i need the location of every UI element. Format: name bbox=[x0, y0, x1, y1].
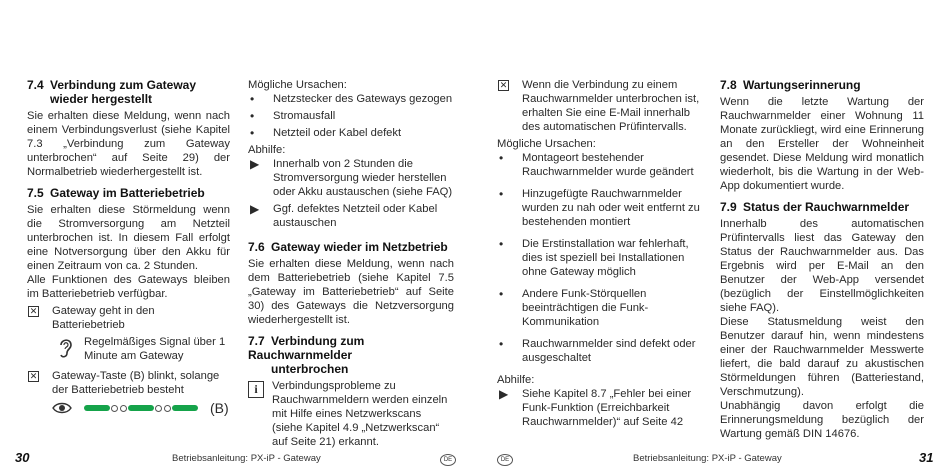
eye-icon bbox=[52, 401, 72, 415]
ear-icon bbox=[57, 336, 75, 360]
led-off-icon bbox=[164, 405, 171, 412]
help-list bbox=[248, 157, 454, 230]
led-off-icon bbox=[111, 405, 118, 412]
footer-left: Betriebsanleitung: PX-iP - Gateway bbox=[172, 453, 321, 464]
result-item: ✕ Wenn die Verbindung zu einem Rauchwarnmelder unterbrochen ist, erhalten Sie eine E-Mail innerhalb des automatischen Prüfintervalls. bbox=[499, 79, 700, 133]
signal-note: Regelmäßiges Signal über 1 Minute am Gateway bbox=[27, 335, 230, 363]
causes-list bbox=[497, 151, 701, 365]
s79-body-1: Innerhalb des automatischen Prüfintervalls liest das Gateway den Status der Rauchwarnmelder aus. Das Ergebnis wird per E-Mail an den Benutzer der Web-App versendet (bezüglich der Einstellmöglichkeiten siehe FAQ). bbox=[720, 218, 924, 314]
info-note: i Verbindungsprobleme zu Rauchwarnmeldern werden einzeln mit Hilfe eines Netzwerkscans (siehe Kapitel 4.9 „Netzwerkscan“ auf Seite 21) erkannt. bbox=[248, 379, 454, 449]
heading-7-8: 7.8 Wartungserinnerung bbox=[720, 78, 861, 92]
result-check-icon: ✕ bbox=[29, 306, 38, 316]
led-off-icon bbox=[120, 405, 127, 412]
led-on-icon bbox=[128, 405, 154, 411]
heading-7-4: 7.4 Verbindung zum Gateway wieder hergestellt bbox=[27, 78, 197, 106]
blink-pattern bbox=[52, 401, 230, 415]
causes-label: Mögliche Ursachen: bbox=[248, 79, 347, 91]
list-item: • Netzteil oder Kabel defekt bbox=[250, 126, 402, 140]
heading-7-9: 7.9 Status der Rauchwarnmelder bbox=[720, 200, 910, 214]
causes-label: Mögliche Ursachen: bbox=[497, 138, 596, 150]
result-check-icon: ✕ bbox=[499, 80, 508, 90]
s78-body: Wenn die letzte Wartung der Rauchwarnmelder einer Wohnung 11 Monate zurückliegt, wird eine Erinnerung an den Ersteller der Wohneinheit gesendet. Diese Meldung wird monatlich wiederholt, bis die Wartung in der Web-App dokumentiert wurde. bbox=[720, 96, 924, 192]
heading-7-5: 7.5 Gateway im Batteriebetrieb bbox=[27, 186, 205, 200]
s79-body-3: Unabhängig davon erfolgt die Erinnerungsmeldung bezüglich der Wartung gemäß DIN 14676. bbox=[720, 400, 924, 440]
page-number-right: 31 bbox=[919, 450, 934, 465]
result-check-icon: ✕ bbox=[29, 371, 38, 381]
language-badge-right: DE bbox=[497, 454, 513, 466]
footer-right: Betriebsanleitung: PX-iP - Gateway bbox=[633, 453, 782, 464]
help-list bbox=[497, 387, 701, 429]
list-item: • Die Erstinstallation war fehlerhaft, dies ist speziell bei Installationen ohne Gateway möglich bbox=[499, 237, 689, 278]
heading-7-6: 7.6 Gateway wieder im Netzbetrieb bbox=[248, 240, 448, 254]
list-item: ▶ Ggf. defektes Netzteil oder Kabel austauschen bbox=[250, 202, 438, 229]
list-item: • Stromausfall bbox=[250, 109, 336, 123]
causes-list bbox=[248, 92, 454, 140]
help-label: Abhilfe: bbox=[248, 144, 286, 156]
led-off-icon bbox=[155, 405, 162, 412]
list-item: • Hinzugefügte Rauchwarnmelder wurden zu nah oder weit entfernt zu bestehenden montiert bbox=[499, 187, 700, 228]
list-item: ▶ Innerhalb von 2 Stunden die Stromversorgung wieder herstellen oder Akku austauschen (siehe FAQ) bbox=[250, 157, 453, 198]
list-item: • Rauchwarnmelder sind defekt oder ausgeschaltet bbox=[499, 337, 696, 364]
list-item: • Netzstecker des Gateways gezogen bbox=[250, 92, 453, 106]
heading-7-7: 7.7 Verbindung zum Rauchwarnmelder unterbrochen bbox=[248, 334, 365, 376]
s79-body-2: Diese Statusmeldung weist den Benutzer darauf hin, wenn mindestens einer der Rauchwarnmelder Messwerte liefert, die bald darauf zu akustischen Störmeldungen führen (Batteriestand, Verschmutzung). bbox=[720, 316, 924, 398]
info-icon: i bbox=[248, 381, 264, 398]
list-item: ▶ Siehe Kapitel 8.7 „Fehler bei einer Funk-Funktion (Erreichbarkeit Rauchwarnmelder)“ auf Seite 42 bbox=[499, 387, 692, 428]
list-item: • Andere Funk-Störquellen beeinträchtigen die Funk-Kommunikation bbox=[499, 287, 649, 328]
led-on-icon bbox=[84, 405, 110, 411]
left-column-2 bbox=[248, 78, 454, 449]
result-item: ✕ Gateway-Taste (B) blinkt, solange der Batteriebetrieb besteht bbox=[29, 370, 220, 396]
right-column-2 bbox=[720, 78, 924, 441]
right-column-1 bbox=[497, 78, 701, 432]
list-item: • Montageort bestehender Rauchwarnmelder wurde geändert bbox=[499, 151, 694, 178]
help-label: Abhilfe: bbox=[497, 374, 535, 386]
s76-body: Sie erhalten diese Meldung, wenn nach dem Batteriebetrieb (siehe Kapitel 7.5 „Gateway im Batteriebetrieb“ auf Seite 30) des Gateways die Netzversorgung wiederhergestellt ist. bbox=[248, 258, 454, 326]
page-number-left: 30 bbox=[15, 450, 30, 465]
led-on-icon bbox=[172, 405, 198, 411]
s75-body-2: Alle Funktionen des Gateways bleiben im Batteriebetrieb verfügbar. bbox=[27, 274, 230, 300]
s75-body-1: Sie erhalten diese Störmeldung wenn die Stromversorgung am Netzteil unterbrochen ist. In diesem Fall erfolgt eine Notversorgung über den Akku für einen Zeitraum von ca. 2 Stunden. bbox=[27, 204, 230, 272]
result-item: ✕ Gateway geht in den Batteriebetrieb bbox=[29, 305, 155, 331]
button-label: (B) bbox=[210, 400, 229, 416]
left-column-1 bbox=[27, 78, 230, 415]
language-badge-left: DE bbox=[440, 454, 456, 466]
s74-body: Sie erhalten diese Meldung, wenn nach einem Verbindungsverlust (siehe Kapitel 7.3 „Verbindung zum Gateway unterbrochen“ auf Seite 29) der Normalbetrieb wiederhergestellt ist. bbox=[27, 110, 230, 178]
